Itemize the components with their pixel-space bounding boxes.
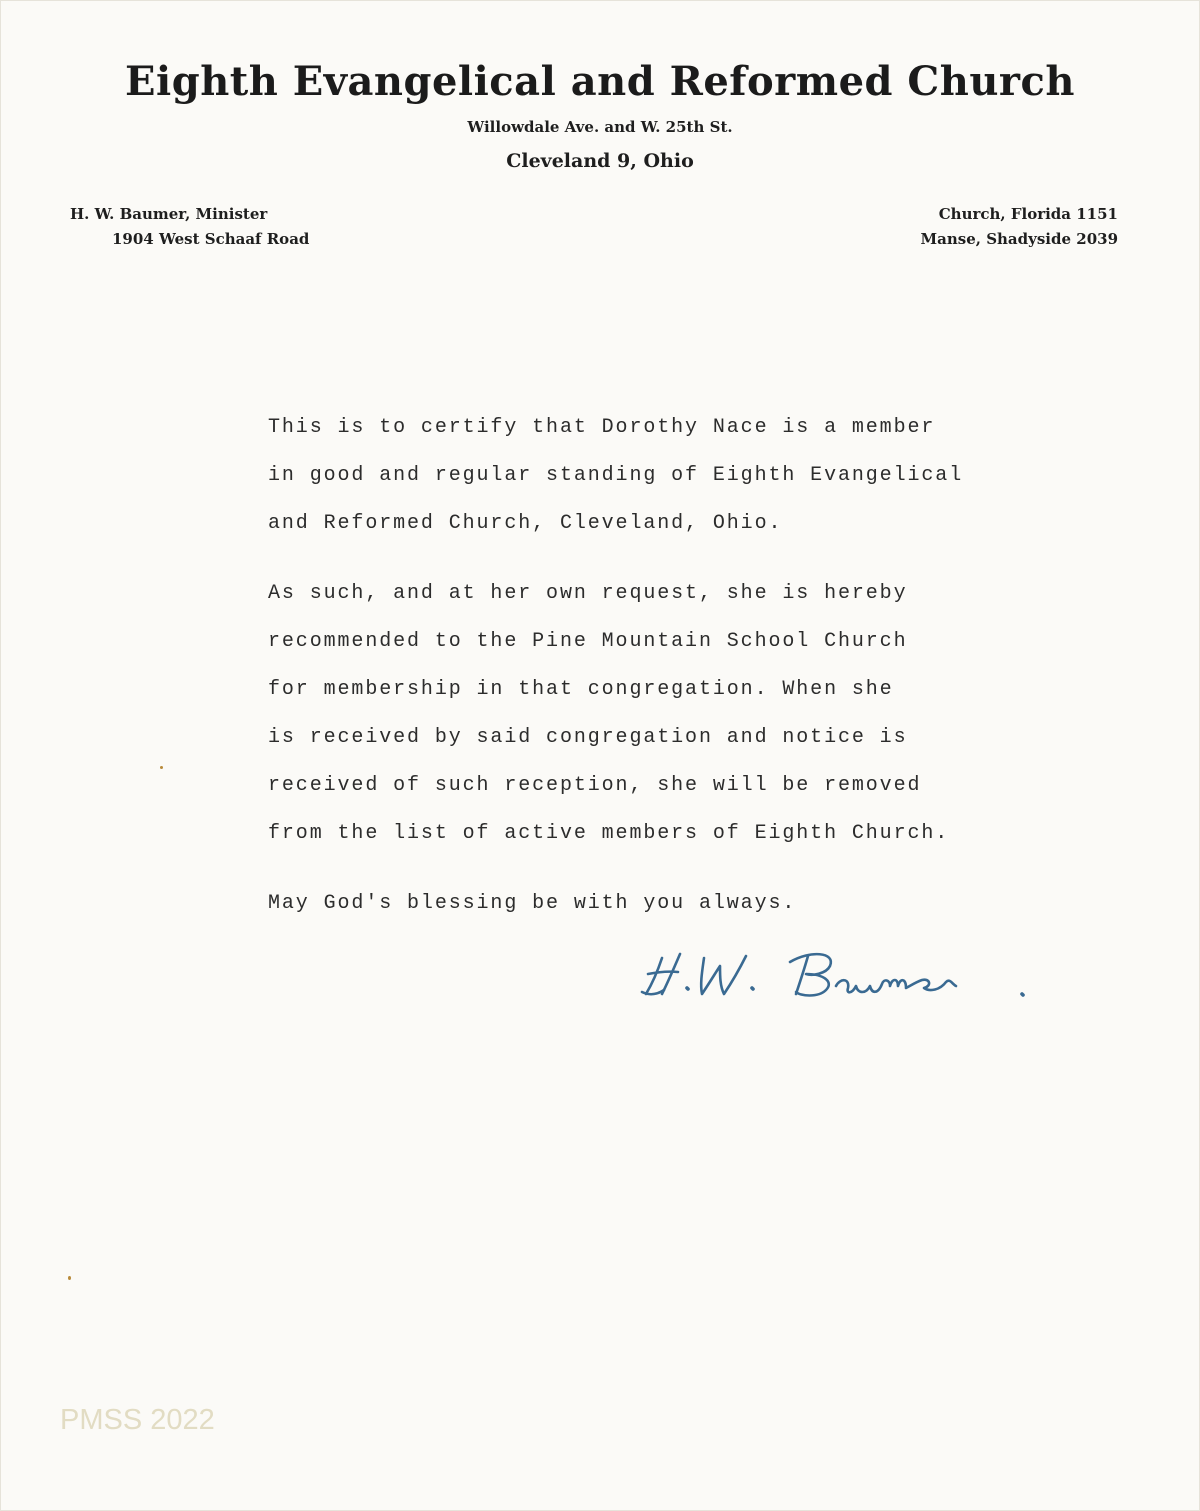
phone-info [921, 202, 1118, 252]
archive-watermark: PMSS 2022 [60, 1404, 215, 1436]
body-line: is received by said congregation and notice is [268, 726, 908, 749]
paper-speck [160, 766, 163, 769]
body-line: for membership in that congregation. When she [268, 678, 894, 701]
body-line: and Reformed Church, Cleveland, Ohio. [268, 512, 783, 535]
body-line: This is to certify that Dorothy Nace is a member [268, 416, 936, 439]
paper-speck [68, 1276, 71, 1280]
manse-phone: Manse, Shadyside 2039 [920, 230, 1118, 248]
letter-body [268, 412, 1028, 936]
body-line: in good and regular standing of Eighth Evangelical [268, 464, 964, 487]
minister-name: H. W. Baumer, Minister [70, 205, 268, 223]
church-street-address: Willowdale Ave. and W. 25th St. [467, 118, 733, 136]
handwritten-signature [640, 944, 1040, 1004]
body-line: recommended to the Pine Mountain School Church [268, 630, 908, 653]
church-name-heading: Eighth Evangelical and Reformed Church [125, 58, 1075, 105]
closing-line: May God's blessing be with you always. [268, 892, 797, 915]
church-city: Cleveland 9, Ohio [506, 150, 694, 172]
body-line: received of such reception, she will be removed [268, 774, 922, 797]
body-line: As such, and at her own request, she is hereby [268, 582, 908, 605]
paragraph-spacer [268, 556, 1028, 578]
certification-paragraph [268, 412, 1028, 556]
church-phone: Church, Florida 1151 [938, 205, 1118, 223]
closing-paragraph [268, 888, 1028, 936]
minister-address: 1904 West Schaaf Road [112, 230, 310, 248]
paragraph-spacer [268, 866, 1028, 888]
body-line: from the list of active members of Eighth Church. [268, 822, 950, 845]
minister-info [70, 202, 309, 252]
recommendation-paragraph [268, 578, 1028, 866]
